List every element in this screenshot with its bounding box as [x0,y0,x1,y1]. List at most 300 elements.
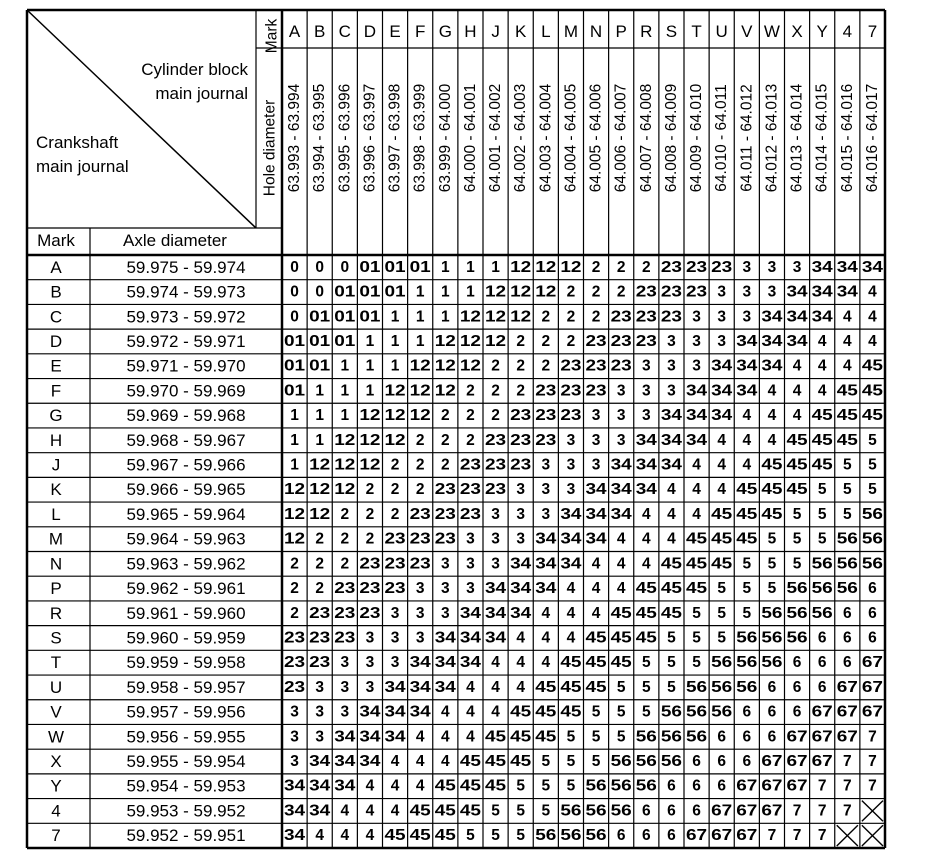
grade-cell: 56 [786,604,809,622]
grade-cell: 4 [591,604,601,622]
grade-cell: 0 [290,308,299,326]
grade-cell: 56 [610,777,633,795]
grade-cell: 2 [466,431,475,449]
grade-cell: 4 [792,407,802,425]
grade-cell: 56 [861,505,884,523]
col-hole-diameter: 64.005 - 64.006 [587,83,605,193]
grade-cell: 3 [591,431,601,449]
grade-cell: 3 [541,456,551,474]
row-axle-diameter: 59.966 - 59.965 [126,480,246,500]
grade-cell: 45 [560,678,582,696]
row-mark: V [50,702,62,722]
grade-cell: 3 [441,580,450,598]
grade-cell: 3 [390,604,400,622]
grade-cell: 7 [843,777,852,795]
grade-cell: 56 [811,555,834,573]
col-mark: 7 [867,22,878,41]
grade-cell: 3 [591,407,601,425]
grade-cell: 6 [767,728,777,746]
row-mark: 7 [51,826,61,846]
grade-cell: 6 [692,753,701,771]
row-mark: P [50,579,62,599]
grade-cell: 45 [836,382,859,400]
grade-cell: 12 [284,481,306,499]
grade-cell: 34 [635,431,658,449]
grade-cell: 3 [290,728,299,746]
table-row [50,628,877,647]
grade-cell: 6 [642,827,651,845]
grade-cell: 23 [560,357,582,375]
grade-cell: 45 [736,530,758,548]
grade-cell: 3 [642,382,651,400]
grade-cell: 23 [359,580,381,598]
col-mark: S [665,22,678,41]
row-axle-diameter: 59.975 - 59.974 [126,257,246,277]
grade-cell: 6 [843,604,852,622]
grade-cell: 6 [667,802,676,820]
grade-cell: 4 [642,530,651,548]
grade-cell: 4 [541,654,551,672]
grade-cell: 3 [642,407,651,425]
table-row [50,307,877,326]
grade-cell: 0 [340,258,350,276]
grade-cell: 5 [742,555,752,573]
grade-cell: 3 [365,654,375,672]
grade-cell: 12 [409,407,431,425]
row-axle-diameter: 59.963 - 59.962 [126,554,246,574]
row-mark: Y [50,776,62,796]
row-mark: H [49,430,63,450]
grade-cell: 56 [736,678,758,696]
grade-cell: 45 [660,555,683,573]
col-mark: R [640,22,653,41]
grade-cell: 56 [660,753,683,771]
grade-cell: 1 [390,357,400,375]
grade-cell: 34 [535,555,557,573]
grade-cell: 5 [843,505,852,523]
grade-cell: 67 [761,802,783,820]
grade-cell: 1 [365,332,375,350]
row-mark: C [49,307,63,327]
grade-cell: 4 [817,382,827,400]
grade-cell: 5 [591,753,601,771]
grade-cell: 2 [541,357,551,375]
grade-cell: 01 [334,283,356,301]
grade-cell: 34 [485,629,507,647]
grade-cell: 67 [811,753,833,771]
grade-cell: 5 [692,629,701,647]
grade-cell: 1 [290,431,299,449]
grade-cell: 67 [836,703,858,721]
grade-cell: 45 [736,505,758,523]
grade-cell: 56 [610,753,633,771]
grade-cell: 56 [861,555,884,573]
grade-cell: 5 [792,555,802,573]
col-hole-diameter: 63.994 - 63.995 [311,83,329,193]
grade-cell: 45 [786,431,809,449]
grade-cell: 45 [736,481,758,499]
col-hole-diameter: 64.014 - 64.015 [813,83,831,193]
row-mark: N [49,554,63,574]
grade-cell: 56 [711,703,733,721]
grade-cell: 7 [767,827,777,845]
grade-cell: 2 [566,283,576,301]
grade-cell: 6 [868,629,877,647]
row-mark: X [50,752,62,772]
grade-cell: 3 [390,654,400,672]
row-mark: K [50,480,62,500]
row-axle-diameter: 59.955 - 59.954 [126,752,246,772]
grade-cell: 01 [359,308,381,326]
grade-cell: 3 [315,728,324,746]
grade-cell: 3 [415,629,425,647]
grade-cell: 45 [686,580,708,598]
grade-cell: 45 [761,505,783,523]
grade-cell: 5 [667,678,676,696]
grade-cell: 5 [692,604,701,622]
grade-cell: 45 [434,827,457,845]
grade-cell: 01 [359,258,381,276]
grade-cell: 5 [843,456,852,474]
grade-cell: 3 [290,703,299,721]
grade-cell: 2 [516,332,525,350]
table-row [50,554,884,573]
grade-cell: 4 [667,505,676,523]
grade-cell: 2 [290,555,299,573]
grade-cell: 01 [284,357,306,375]
grade-cell: 4 [340,802,350,820]
col-hole-diameter: 64.015 - 64.016 [838,83,856,193]
grade-cell: 56 [711,654,733,672]
col-hole-diameter: 64.011 - 64.012 [738,84,756,192]
grade-cell: 2 [616,258,626,276]
row-axle-diameter: 59.967 - 59.966 [126,455,246,475]
grade-cell: 3 [566,481,576,499]
grade-cell: 67 [761,753,783,771]
grade-cell: 2 [315,555,324,573]
grade-cell: 2 [365,481,375,499]
grade-cell: 6 [667,827,676,845]
grade-cell: 5 [642,703,651,721]
row-mark: R [49,603,63,623]
grade-cell: 4 [390,753,400,771]
grade-cell: 34 [761,308,783,326]
grade-cell: 23 [434,505,457,523]
grade-cell: 3 [390,629,400,647]
grade-cell: 01 [309,357,331,375]
grade-cell: 5 [566,753,576,771]
grade-cell: 56 [585,777,608,795]
grade-cell: 3 [516,530,525,548]
grade-cell: 4 [717,456,726,474]
grade-cell: 4 [868,283,877,301]
grade-cell: 4 [792,357,802,375]
grade-cell: 23 [284,629,306,647]
grade-cell: 34 [334,753,356,771]
grade-cell: 45 [610,629,633,647]
grade-cell: 1 [290,407,299,425]
col-mark: Y [816,22,828,41]
grade-cell: 45 [635,580,658,598]
grade-cell: 34 [485,604,507,622]
grade-cell: 67 [711,802,733,820]
grade-cell: 1 [340,382,350,400]
grade-cell: 2 [390,456,400,474]
grade-cell: 34 [284,777,306,795]
grade-cell: 12 [459,308,481,326]
grade-cell: 34 [811,308,834,326]
row-mark-header: Mark [37,231,75,250]
grade-cell: 12 [434,357,456,375]
grade-cell: 2 [516,357,525,375]
grade-cell: 2 [516,382,525,400]
grade-cell: 12 [459,357,481,375]
grade-cell: 45 [635,604,658,622]
grade-cell: 5 [642,678,651,696]
grade-cell: 12 [309,505,331,523]
grade-cell: 45 [485,728,507,746]
grade-cell: 6 [868,604,877,622]
grade-cell: 4 [667,481,676,499]
grade-cell: 12 [334,481,356,499]
grade-cell: 3 [441,555,450,573]
not-applicable-cross [837,825,858,846]
grade-cell: 67 [736,777,758,795]
grade-cell: 4 [792,382,802,400]
grade-cell: 34 [635,456,658,474]
grade-cell: 23 [585,382,608,400]
row-mark: U [49,677,63,697]
grade-cell: 34 [510,555,532,573]
grade-cell: 0 [315,283,324,301]
grade-cell: 4 [566,580,576,598]
row-axle-diameter: 59.973 - 59.972 [126,307,246,327]
grade-cell: 4 [843,357,852,375]
grade-cell: 45 [686,530,708,548]
grade-cell: 45 [535,678,557,696]
grade-cell: 23 [535,431,557,449]
grade-cell: 2 [566,308,576,326]
grade-cell: 34 [459,629,482,647]
grade-cell: 1 [390,332,400,350]
grade-cell: 5 [541,753,551,771]
grade-cell: 4 [767,407,777,425]
grade-cell: 23 [535,382,557,400]
grade-cell: 7 [817,802,827,820]
grade-cell: 3 [340,654,350,672]
grade-cell: 1 [340,357,350,375]
grade-cell: 56 [811,580,834,598]
grade-cell: 3 [717,332,726,350]
grade-cell: 23 [459,456,482,474]
grade-cell: 3 [667,382,676,400]
col-hole-diameter: 64.013 - 64.014 [788,83,806,193]
grade-cell: 34 [560,530,582,548]
corner-header [27,10,256,228]
grade-cell: 12 [359,456,381,474]
grade-cell: 5 [591,703,601,721]
grade-cell: 56 [560,827,582,845]
grade-cell: 3 [767,283,777,301]
grade-cell: 6 [767,678,777,696]
col-hole-diameter: 64.012 - 64.013 [763,83,781,193]
row-mark: F [50,381,62,401]
grade-cell: 4 [491,654,500,672]
row-mark: M [48,529,64,549]
crankshaft-label: Crankshaft [36,133,119,152]
grade-cell: 34 [284,802,306,820]
grade-cell: 5 [516,802,525,820]
grade-cell: 12 [485,283,507,301]
grade-cell: 34 [309,753,331,771]
grade-cell: 23 [660,258,683,276]
grade-cell: 3 [742,283,752,301]
grade-cell: 1 [441,283,450,301]
grade-cell: 56 [786,629,809,647]
grade-cell: 12 [459,332,481,350]
grade-cell: 01 [309,308,331,326]
grade-cell: 3 [792,258,802,276]
col-mark: J [491,22,500,41]
grade-cell: 34 [736,382,758,400]
grade-cell: 1 [466,283,475,301]
grade-cell: 23 [510,431,532,449]
row-axle-diameter: 59.968 - 59.967 [126,430,246,450]
grade-cell: 5 [742,580,752,598]
grade-cell: 45 [660,580,683,598]
grade-cell: 23 [686,283,708,301]
grade-cell: 2 [566,332,576,350]
grade-cell: 01 [309,332,331,350]
grade-cell: 3 [642,357,651,375]
grade-cell: 6 [717,777,726,795]
grade-cell: 2 [591,283,601,301]
grade-cell: 45 [861,407,884,425]
grade-cell: 1 [315,431,324,449]
grade-cell: 23 [459,481,482,499]
grade-cell: 3 [466,555,475,573]
grade-cell: 23 [510,456,532,474]
grade-cell: 34 [585,530,608,548]
grade-cell: 23 [485,481,507,499]
grade-cell: 2 [340,555,350,573]
grade-cell: 45 [811,456,834,474]
grade-cell: 56 [635,728,658,746]
grade-cell: 23 [686,258,708,276]
grade-cell: 67 [811,703,833,721]
grade-cell: 4 [642,555,651,573]
col-mark: 4 [842,22,853,41]
grade-cell: 4 [566,629,576,647]
col-mark: X [791,22,803,41]
grade-cell: 6 [717,728,726,746]
grade-cell: 34 [660,407,683,425]
grade-cell: 3 [340,703,350,721]
col-mark: E [389,22,401,41]
grade-cell: 12 [384,431,406,449]
grade-cell: 2 [491,407,500,425]
row-mark: L [51,504,61,524]
grade-cell: 45 [836,431,859,449]
grade-cell: 12 [510,283,532,301]
row-axle-diameter: 59.965 - 59.964 [126,504,246,524]
grade-cell: 7 [868,777,877,795]
grade-cell: 23 [660,283,683,301]
corner-diagonal [27,10,256,228]
grade-cell: 45 [660,604,683,622]
grade-cell: 34 [359,753,381,771]
table-row [50,777,876,796]
grade-cell: 2 [441,407,450,425]
grade-cell: 5 [667,629,676,647]
grade-cell: 3 [491,530,500,548]
grade-cell: 56 [660,728,683,746]
grade-cell: 6 [843,629,852,647]
grade-cell: 56 [635,777,658,795]
grade-cell: 4 [516,654,525,672]
col-mark: H [464,22,477,41]
grade-cell: 3 [541,481,551,499]
grade-cell: 4 [767,382,777,400]
hole-diameter-header: Hole diameter [261,99,279,197]
table-row [51,801,883,822]
grade-cell: 34 [836,283,859,301]
grade-cell: 3 [466,530,475,548]
grade-cell: 01 [384,283,407,301]
grade-cell: 5 [541,802,551,820]
grade-cell: 23 [284,654,306,672]
grade-cell: 67 [711,827,733,845]
grade-cell: 34 [761,357,783,375]
col-hole-diameter: 64.007 - 64.008 [637,83,655,193]
row-mark: T [50,653,62,673]
grade-cell: 2 [441,456,450,474]
grade-cell: 1 [441,308,450,326]
grade-cell: 5 [516,827,525,845]
grade-cell: 34 [686,407,708,425]
grade-cell: 5 [767,530,777,548]
grade-cell: 3 [415,604,425,622]
grade-cell: 5 [692,654,701,672]
grade-cell: 1 [491,258,500,276]
grade-cell: 4 [415,728,425,746]
grade-cell: 45 [459,802,482,820]
grade-cell: 45 [510,703,532,721]
grade-cell: 7 [817,777,827,795]
grade-cell: 56 [836,555,859,573]
grade-cell: 23 [409,555,432,573]
row-axle-diameter: 59.954 - 59.953 [126,776,246,796]
grade-cell: 23 [434,530,457,548]
grade-cell: 12 [535,283,557,301]
grade-cell: 2 [290,580,299,598]
grade-cell: 4 [591,555,601,573]
grade-cell: 5 [868,481,877,499]
row-mark: S [50,628,62,648]
col-hole-diameter: 64.003 - 64.004 [537,83,555,193]
grade-cell: 3 [541,505,551,523]
grade-cell: 3 [616,431,626,449]
grade-cell: 12 [485,332,507,350]
grade-cell: 45 [761,456,783,474]
grade-cell: 23 [635,308,658,326]
grade-cell: 56 [836,530,859,548]
grade-cell: 5 [566,728,576,746]
not-applicable-cross [862,801,883,822]
grade-cell: 2 [591,258,601,276]
grade-cell: 3 [466,580,475,598]
grade-cell: 1 [415,332,425,350]
